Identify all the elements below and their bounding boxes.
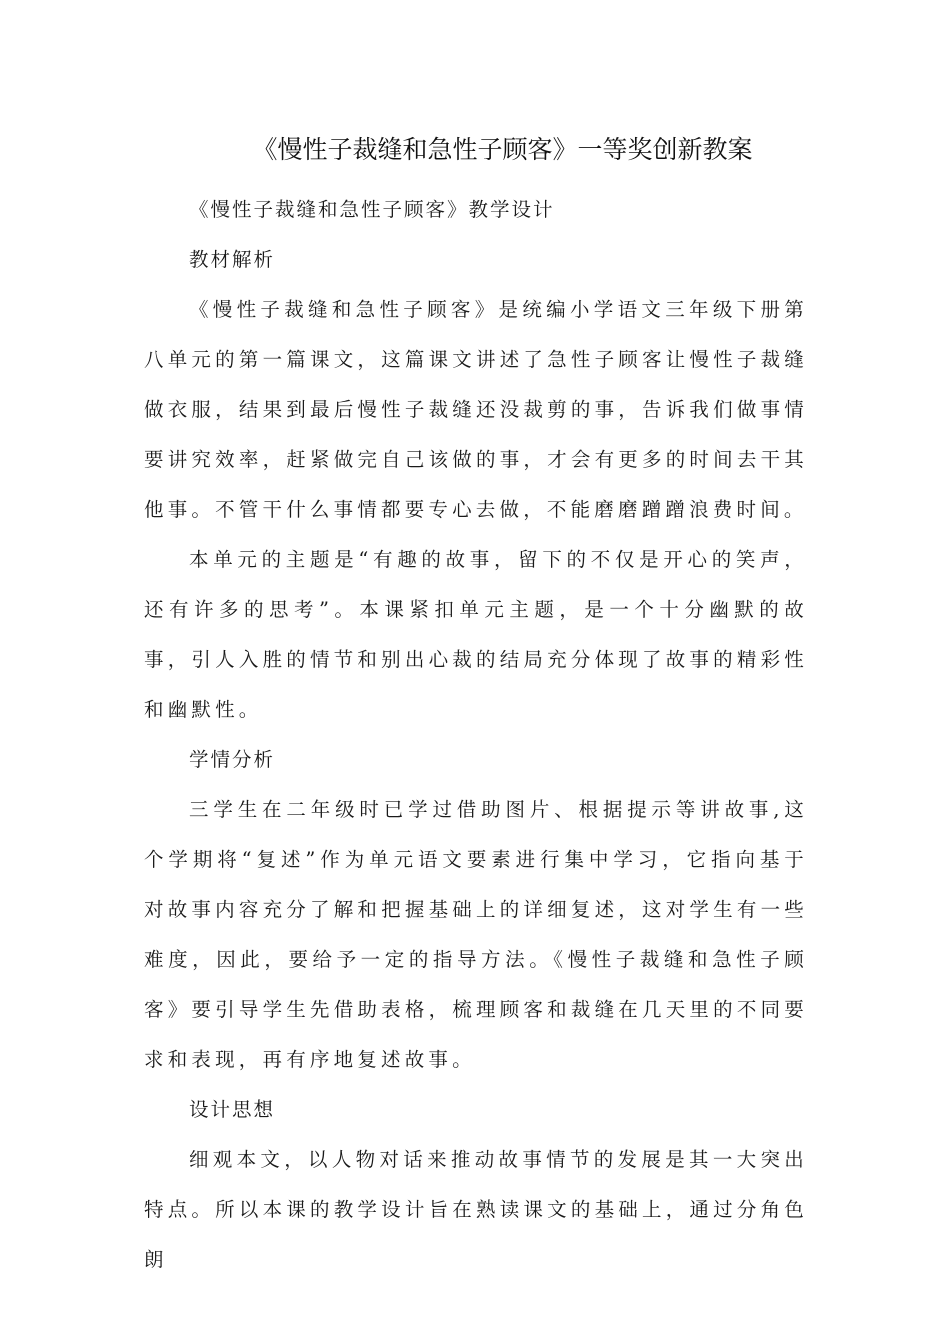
subtitle-paragraph: 《慢性子裁缝和急性子顾客》教学设计 (189, 198, 555, 221)
body-paragraph: 《慢性子裁缝和急性子顾客》是统编小学语文三年级下册第八单元的第一篇课文，这篇课文讲述了急性子顾客让慢性子裁缝做衣服，结果到最后慢性子裁缝还没裁剪的事，告诉我们做事情要讲究效率，赶紧做完自己该做的事，才会有更多的时间去干其他事。不管干什么事情都要专心去做，不能磨磨蹭蹭浪费时间。 (144, 298, 808, 521)
section-heading-design-idea: 设计思想 (189, 1098, 276, 1121)
body-paragraph: 三学生在二年级时已学过借助图片、根据提示等讲故事,这个学期将“复述”作为单元语文要素进行集中学习，它指向基于对故事内容充分了解和把握基础上的详细复述，这对学生有一些难度，因此，要给予一定的指导方法。《慢性子裁缝和急性子顾客》要引导学生先借助表格，梳理顾客和裁缝在几天里的不同要求和表现，再有序地复述故事。 (144, 798, 808, 1071)
body-paragraph: 细观本文，以人物对话来推动故事情节的发展是其一大突出特点。所以本课的教学设计旨在熟读课文的基础上，通过分角色朗 (144, 1148, 808, 1271)
document-body (144, 185, 808, 1285)
body-paragraph: 本单元的主题是“有趣的故事，留下的不仅是开心的笑声，还有许多的思考”。本课紧扣单元主题，是一个十分幽默的故事，引人入胜的情节和别出心裁的结局充分体现了故事的精彩性和幽默性。 (144, 548, 808, 721)
section-heading-textbook-analysis: 教材解析 (189, 248, 276, 271)
document-title: 《慢性子裁缝和急性子顾客》一等奖创新教案 (252, 135, 753, 164)
section-heading-student-analysis: 学情分析 (189, 748, 276, 771)
